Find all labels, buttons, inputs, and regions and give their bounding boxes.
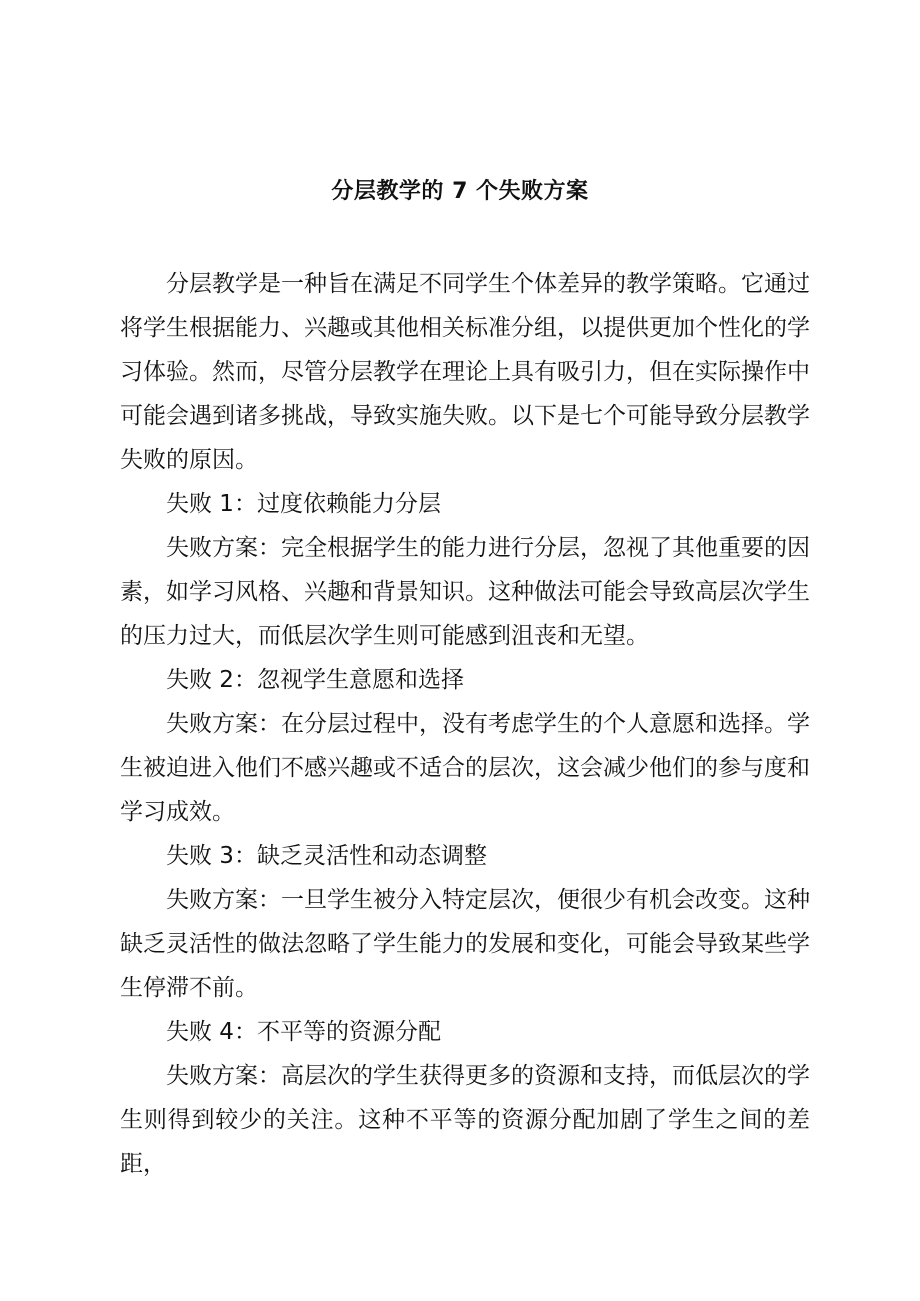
failure-2-heading: 失败 2：忽视学生意愿和选择 xyxy=(166,667,464,693)
failure-4-plan: 失败方案：高层次的学生获得更多的资源和支持，而低层次的学生则得到较少的关注。这种不平等的资源分配加剧了学生之间的差距， xyxy=(120,1063,810,1177)
intro-paragraph: 分层教学是一种旨在满足不同学生个体差异的教学策略。它通过将学生根据能力、兴趣或其他相关标准分组，以提供更加个性化的学习体验。然而，尽管分层教学在理论上具有吸引力，但在实际操作中可能会遇到诸多挑战，导致实施失败。以下是七个可能导致分层教学失败的原因。 xyxy=(120,271,810,473)
failure-4-heading: 失败 4：不平等的资源分配 xyxy=(166,1019,441,1045)
failure-3-heading: 失败 3：缺乏灵活性和动态调整 xyxy=(166,843,487,869)
document-body xyxy=(120,262,810,1186)
document-title: 分层教学的 7 个失败方案 xyxy=(331,179,589,204)
failure-2-plan: 失败方案：在分层过程中，没有考虑学生的个人意愿和选择。学生被迫进入他们不感兴趣或不适合的层次，这会减少他们的参与度和学习成效。 xyxy=(120,711,810,825)
failure-3-plan: 失败方案：一旦学生被分入特定层次，便很少有机会改变。这种缺乏灵活性的做法忽略了学生能力的发展和变化，可能会导致某些学生停滞不前。 xyxy=(120,887,810,1001)
failure-1-plan: 失败方案：完全根据学生的能力进行分层，忽视了其他重要的因素，如学习风格、兴趣和背景知识。这种做法可能会导致高层次学生的压力过大，而低层次学生则可能感到沮丧和无望。 xyxy=(120,535,810,649)
failure-1-heading: 失败 1：过度依赖能力分层 xyxy=(166,491,441,517)
